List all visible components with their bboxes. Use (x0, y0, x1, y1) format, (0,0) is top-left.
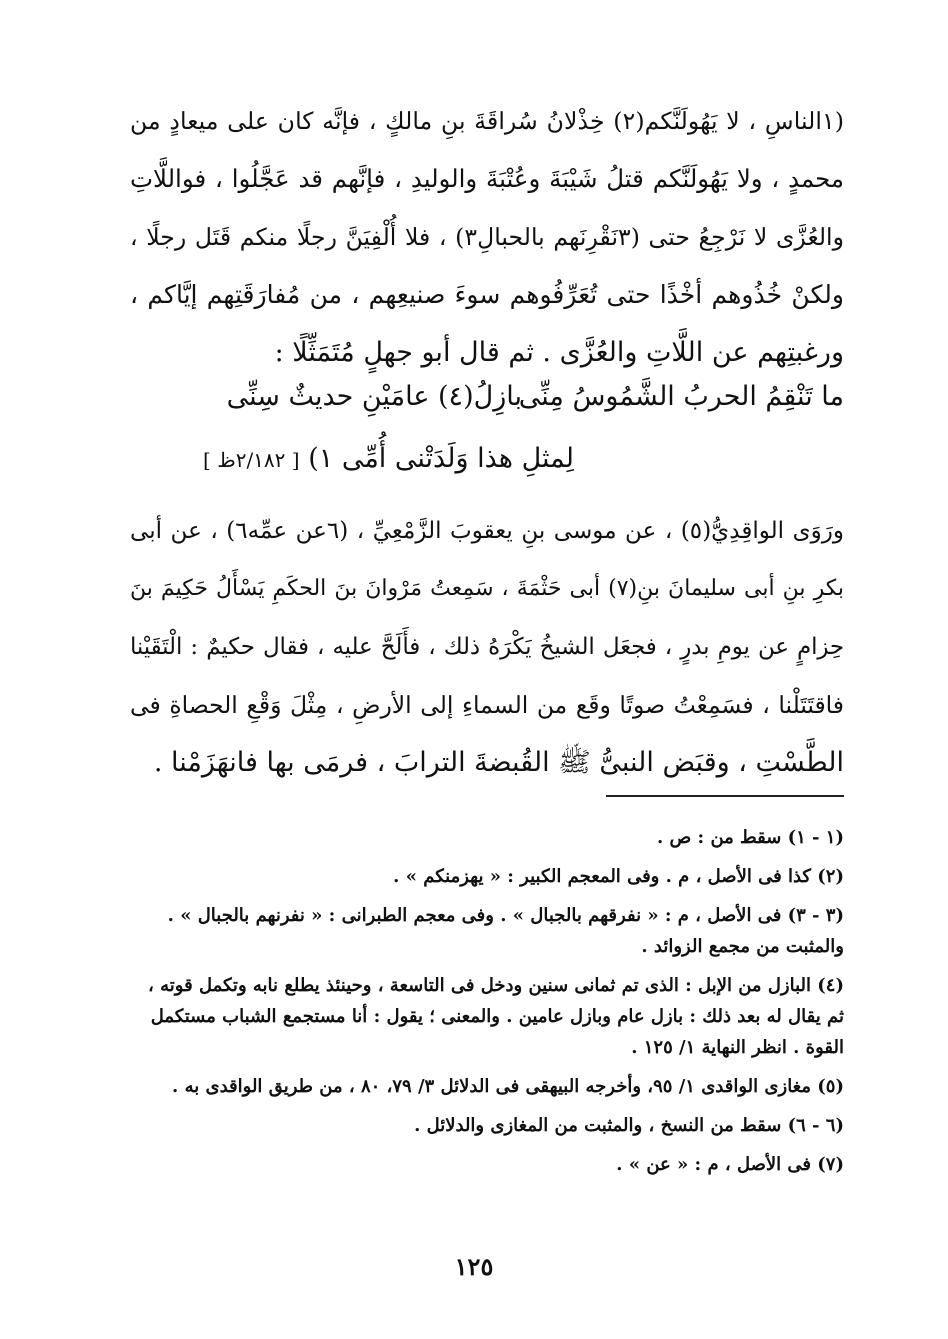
second-paragraph (130, 502, 844, 792)
text-line: الطَّسْتِ ، وقبَض النبىُّ ﷺ القُبضةَ الترابَ ، فرمَى بها فانهَزَمْنا . (153, 747, 844, 778)
text-line: فاقتَتَلْنا ، فسَمِعْتُ صوتًا وقَع من السماءِ إلى الأرضِ ، مِثْلَ وَقْعِ الحصاةِ فى (130, 691, 844, 719)
verse-first-hemistich: ما تَنْقِمُ الحربُ الشَّمُوسُ مِنِّى (518, 381, 844, 412)
verse-third-hemistich (203, 430, 574, 489)
footnote: (٦ - ٦) سقط من النسخ ، والمثبت من المغازى والدلائل . (414, 1115, 844, 1136)
main-paragraph (130, 92, 844, 382)
text-line: ولكنْ خُذُوهم أخْذًا حتى تُعَرِّفُوهم سوءَ صنيعِهم ، من مُفارَقَتِهم إيَّاكم ، (130, 280, 844, 309)
footnote: (٤) البازل من الإبل : الذى تم ثمانى سنين ودخل فى التاسعة ، وحينئذ يطلع نابه وتكمل قوته ، ثم يقال له بعد ذلك : بازل عام وبازل عامين . والمعنى ؛ يقول : أنا مستجمع الشباب مستكمل القوة . انظر النهاية ١/ ١٢٥ . (148, 975, 844, 1058)
footnote-divider (606, 795, 844, 797)
footnote: (٢) كذا فى الأصل ، م . وفى المعجم الكبير : « يهزمنكم » . (393, 866, 844, 887)
verse-second-hemistich: بازِلُ(٤) عامَيْنِ حديثٌ سِنِّى (226, 381, 522, 412)
footnote: (١ - ١) سقط من : ص . (656, 827, 844, 848)
text-line: محمدٍ ، ولا يَهُولَنَّكم قتلُ شَيْبَةَ وعُتْبَةَ والوليدِ ، فإنَّهم قد عَجَّلُوا ، فواللَّاتِ (130, 164, 844, 193)
page-number: ١٢٥ (454, 1252, 494, 1281)
text-line: ورغبتِهم عن اللَّاتِ والعُزَّى . ثم قال أبو جهلٍ مُتَمَثِّلًا : (274, 337, 844, 368)
footnote: (٣ - ٣) فى الأصل ، م : « نفرقهم بالجبال » . وفى معجم الطبرانى : « نفرنهم بالجبال » . والمثبت من مجمع الزوائد . (167, 905, 844, 957)
text-line: (١الناسِ ، لا يَهُولَنَّكم(٢) خِذْلانُ سُراقَةَ بنِ مالكٍ ، فإنَّه كان على ميعادٍ من (130, 107, 844, 135)
footnote: (٧) فى الأصل ، م : « عن » . (616, 1154, 844, 1175)
text-line: حِزامٍ عن يومِ بدرٍ ، فجعَل الشيخُ يَكْرَهُ ذلك ، فأَلَحَّ عليه ، فقال حكيمٌ : الْتَقَيْنا (130, 634, 844, 660)
footnote: (٥) مغازى الواقدى ١/ ٩٥، وأخرجه البيهقى فى الدلائل ٣/ ٧٩، ٨٠ ، من طريق الواقدى به . (172, 1076, 844, 1097)
text-line: بكرِ بنِ أبى سليمانَ بنِ(٧) أبى حَثْمَةَ ، سَمِعتُ مَرْوانَ بنَ الحكَمِ يَسْأَلُ حَكِيمَ بنَ (130, 576, 844, 601)
text-line: والعُزَّى لا نَرْجِعُ حتى (٣نَقْرِنَهم بالحبالِ٣) ، فلا أُلْفِيَنَّ رجلًا منكم قَتَل رجلًا ، (130, 223, 844, 251)
verse-third-text: لِمثلِ هذا وَلَدَتْنى أُمِّى ١) (308, 443, 574, 474)
footnotes (130, 822, 844, 1188)
text-line: ورَوَى الواقِدِيُّ(٥) ، عن موسى بنِ يعقوبَ الزَّمْعِيِّ ، (٦عن عمِّه٦) ، عن أبى (130, 518, 844, 544)
folio-marker: [ ٢/١٨٢ظ ] (203, 448, 300, 472)
